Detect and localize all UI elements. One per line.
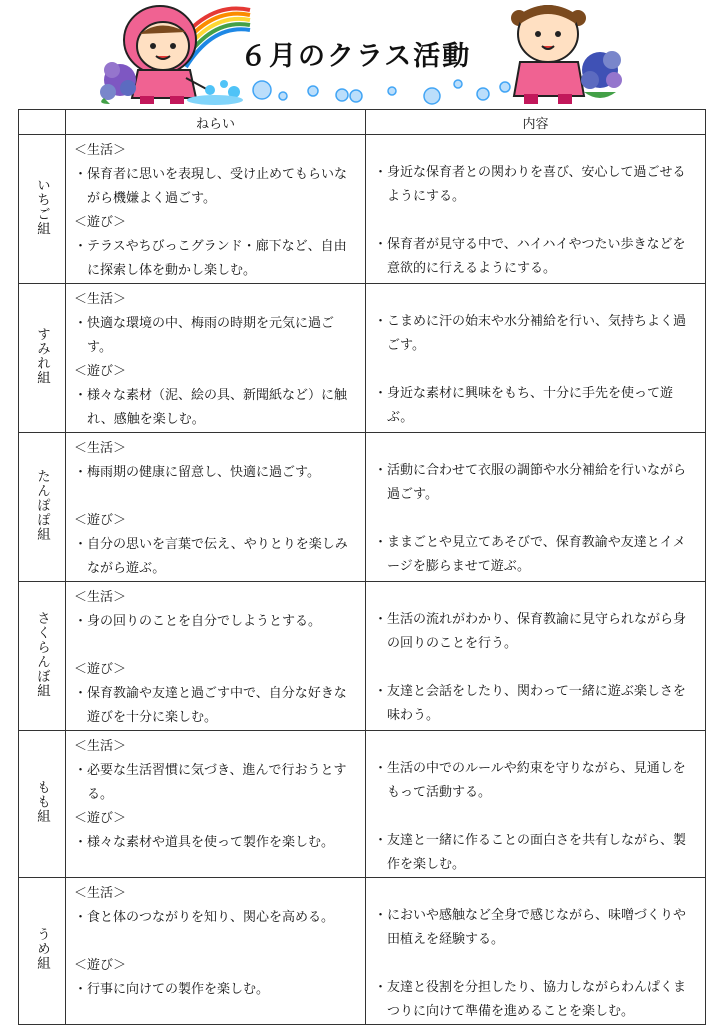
content-cell <box>366 582 706 731</box>
section-heading-life: ＜生活＞ <box>74 739 127 754</box>
aim-cell <box>66 284 366 433</box>
content-cell <box>366 433 706 582</box>
section-heading-play: ＜遊び＞ <box>74 662 127 677</box>
content-text-2: ・友達と会話をしたり、関わって一緒に遊ぶ楽しさを味わう。 <box>374 684 686 723</box>
hydrangea-right-icon <box>581 51 622 98</box>
section-heading-life: ＜生活＞ <box>74 292 127 307</box>
group-name: たんぽぽ組 <box>34 468 50 542</box>
group-cell <box>19 433 66 582</box>
aim-play-text: ・テラスやちびっこグランド・廊下など、自由に探索し体を動かし楽しむ。 <box>74 239 347 278</box>
table-row <box>19 284 706 433</box>
aim-cell <box>66 135 366 284</box>
aim-life-text: ・保育者に思いを表現し、受け止めてもらいながら機嫌よく過ごす。 <box>74 167 348 206</box>
aim-cell <box>66 731 366 878</box>
page-title: ６月のクラス活動 <box>240 41 472 72</box>
section-heading-play: ＜遊び＞ <box>74 958 127 973</box>
column-header-content: 内容 <box>366 110 706 135</box>
content-text-1: ・生活の流れがわかり、保育教諭に見守られながら身の回りのことを行う。 <box>374 612 687 651</box>
table-row <box>19 878 706 1025</box>
content-cell <box>366 731 706 878</box>
table-header-row <box>19 110 706 135</box>
aim-cell <box>66 878 366 1025</box>
content-text-2: ・ままごとや見立てあそびで、保育教諭や友達とイメージを膨らませて遊ぶ。 <box>374 535 686 574</box>
group-name: うめ組 <box>34 927 50 971</box>
group-cell <box>19 878 66 1025</box>
aim-cell <box>66 433 366 582</box>
group-cell <box>19 731 66 878</box>
section-heading-life: ＜生活＞ <box>74 590 127 605</box>
aim-life-text: ・必要な生活習慣に気づき、進んで行おうとする。 <box>74 763 347 802</box>
hydrangea-left-icon <box>100 62 136 104</box>
section-heading-play: ＜遊び＞ <box>74 811 127 826</box>
content-text-1: ・生活の中でのルールや約束を守りながら、見通しをもって活動する。 <box>374 761 686 800</box>
content-text-2: ・友達と一緒に作ることの面白さを共有しながら、製作を楽しむ。 <box>374 833 687 872</box>
content-text-1: ・こまめに汗の始末や水分補給を行い、気持ちよく過ごす。 <box>374 314 687 353</box>
class-activity-table <box>18 109 706 1025</box>
content-text-2: ・身近な素材に興味をもち、十分に手先を使って遊ぶ。 <box>374 386 674 425</box>
girl-with-ponytails-icon <box>511 5 586 104</box>
content-text-2: ・保育者が見守る中で、ハイハイやつたい歩きなどを意欲的に行えるようにする。 <box>374 237 686 276</box>
column-header-aim: ねらい <box>66 110 366 135</box>
section-heading-play: ＜遊び＞ <box>74 513 127 528</box>
aim-play-text: ・様々な素材や道具を使って製作を楽しむ。 <box>74 835 335 850</box>
aim-play-text: ・行事に向けての製作を楽しむ。 <box>74 982 270 997</box>
content-cell <box>366 878 706 1025</box>
section-heading-life: ＜生活＞ <box>74 143 127 158</box>
section-heading-life: ＜生活＞ <box>74 441 127 456</box>
content-cell <box>366 284 706 433</box>
table-row <box>19 582 706 731</box>
group-name: さくらんぼ組 <box>34 610 50 698</box>
section-heading-play: ＜遊び＞ <box>74 364 127 379</box>
group-cell <box>19 582 66 731</box>
group-name: いちご組 <box>34 178 50 236</box>
table-row <box>19 731 706 878</box>
aim-play-text: ・様々な素材（泥、絵の具、新聞紙など）に触れ、感触を楽しむ。 <box>74 388 348 427</box>
header-banner <box>0 0 708 108</box>
section-heading-play: ＜遊び＞ <box>74 215 127 230</box>
group-cell <box>19 135 66 284</box>
content-text-2: ・友達と役割を分担したり、協力しながらわんぱくまつりに向けて準備を進めることを楽しむ。 <box>374 980 687 1019</box>
aim-life-text: ・梅雨期の健康に留意し、快適に過ごす。 <box>74 465 320 480</box>
group-name: もも組 <box>34 780 50 824</box>
aim-life-text: ・快適な環境の中、梅雨の時期を元気に過ごす。 <box>74 316 335 355</box>
aim-play-text: ・自分の思いを言葉で伝え、やりとりを楽しみながら遊ぶ。 <box>74 537 348 576</box>
content-cell <box>366 135 706 284</box>
content-text-1: ・活動に合わせて衣服の調節や水分補給を行いながら過ごす。 <box>374 463 687 502</box>
content-text-1: ・身近な保育者との関わりを喜び、安心して過ごせるようにする。 <box>374 165 686 204</box>
group-name: すみれ組 <box>34 327 50 385</box>
content-text-1: ・においや感触など全身で感じながら、味噌づくりや田植えを経験する。 <box>374 908 687 947</box>
table-row <box>19 135 706 284</box>
table-row <box>19 433 706 582</box>
aim-play-text: ・保育教諭や友達と過ごす中で、自分な好きな遊びを十分に楽しむ。 <box>74 686 347 725</box>
corner-cell <box>19 110 66 135</box>
group-cell <box>19 284 66 433</box>
bubbles-decoration <box>253 80 510 104</box>
aim-life-text: ・食と体のつながりを知り、関心を高める。 <box>74 910 335 925</box>
aim-life-text: ・身の回りのことを自分でしようとする。 <box>74 614 322 629</box>
aim-cell <box>66 582 366 731</box>
section-heading-life: ＜生活＞ <box>74 886 127 901</box>
